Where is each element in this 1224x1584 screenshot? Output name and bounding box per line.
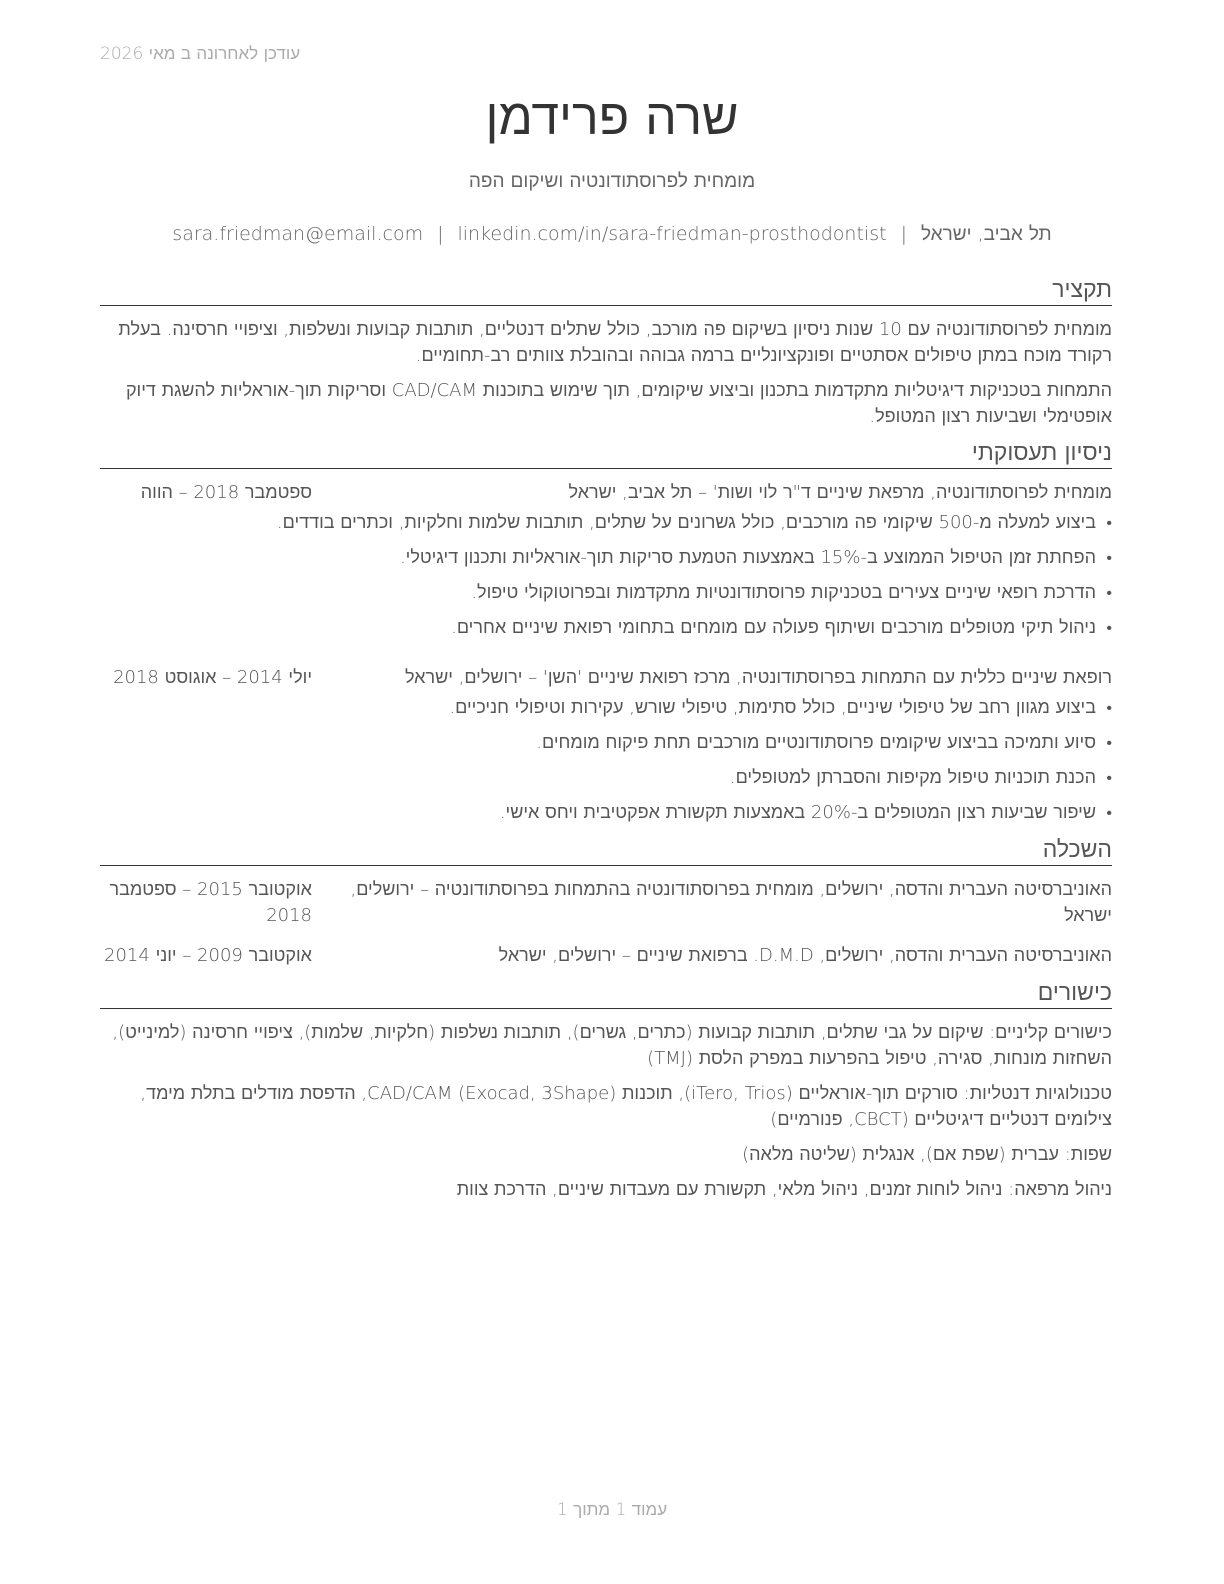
education-section [100, 836, 1112, 969]
experience-section [100, 439, 1112, 826]
bullet-icon: • [1106, 768, 1112, 787]
education-entry [100, 943, 1112, 969]
contact-separator: | [437, 223, 444, 245]
job-dates: יולי 2014 – אוגוסט 2018 [113, 667, 312, 688]
list-item: • שיפור שביעות רצון המטופלים ב-20% באמצעות תקשורת אפקטיבית ויחס אישי. [100, 800, 1112, 826]
education-heading: האוניברסיטה העברית והדסה, ירושלים, מומחית בפרוסתודונטיה בהתמחות בפרוסתודונטיה – ירושלים, ישראל [350, 879, 1112, 926]
job-header [100, 665, 1112, 691]
resume-body [100, 276, 1112, 1212]
bullet-icon: • [1106, 618, 1112, 637]
candidate-title: מומחית לפרוסתודונטיה ושיקום הפה [468, 170, 756, 192]
list-item: • הכנת תוכניות טיפול מקיפות והסברתן למטופלים. [100, 765, 1112, 791]
bullet-icon: • [1106, 803, 1112, 822]
job-bullets [100, 510, 1112, 641]
bullet-icon: • [1106, 548, 1112, 567]
education-heading: האוניברסיטה העברית והדסה, ירושלים, D.M.D. ברפואת שיניים – ירושלים, ישראל [498, 945, 1112, 966]
contact-email[interactable]: sara.friedman@email.com [172, 223, 424, 245]
job-entry [100, 665, 1112, 826]
job-heading: מומחית לפרוסתודונטיה, מרפאת שיניים ד"ר לוי ושות' – תל אביב, ישראל [568, 482, 1112, 503]
list-item: • הפחתת זמן הטיפול הממוצע ב-15% באמצעות הטמעת סריקות תוך-אוראליות ותכנון דיגיטלי. [100, 545, 1112, 571]
skill-item: כישורים קליניים: שיקום על גבי שתלים, תותבות קבועות (כתרים, גשרים), תותבות נשלפות (חלקיות, שלמות), ציפויי חרסינה (למינייט), השחזות מונחות, סגירה, טיפול בהפרעות במפרק הלסת (TMJ) [112, 1022, 1112, 1069]
section-title-summary: תקציר [100, 276, 1112, 306]
list-item: • ביצוע למעלה מ-500 שיקומי פה מורכבים, כולל גשרונים על שתלים, תותבות שלמות וחלקיות, וכתרים בודדים. [100, 510, 1112, 536]
contact-line [0, 223, 1224, 246]
bullet-icon: • [1106, 698, 1112, 717]
skill-item: טכנולוגיות דנטליות: סורקים תוך-אוראליים (iTero, Trios), תוכנות CAD/CAM (Exocad, 3Shape), הדפסת מודלים בתלת מימד, צילומים דנטליים דיגיטליים (CBCT, פנורמיים) [140, 1083, 1112, 1130]
list-item: • ניהול תיקי מטופלים מורכבים ושיתוף פעולה עם מומחים בתחומי רפואת שיניים אחרים. [100, 615, 1112, 641]
section-title-skills: כישורים [100, 979, 1112, 1009]
section-title-education: השכלה [100, 836, 1112, 866]
contact-linkedin[interactable]: linkedin.com/in/sara-friedman-prosthodontist [457, 223, 887, 245]
candidate-name: שרה פרידמן [485, 88, 739, 146]
education-header [100, 877, 1112, 929]
education-header [100, 943, 1112, 969]
summary-section [100, 276, 1112, 430]
page-number: עמוד 1 מתוך 1 [556, 1500, 668, 1520]
contact-separator: | [900, 223, 907, 245]
job-heading: רופאת שיניים כללית עם התמחות בפרוסתודונטיה, מרכז רפואת שיניים 'השן' – ירושלים, ישראל [404, 667, 1112, 688]
list-item: • סיוע ותמיכה בביצוע שיקומים פרוסתודונטיים מורכבים תחת פיקוח מומחים. [100, 730, 1112, 756]
bullet-icon: • [1106, 513, 1112, 532]
job-bullets [100, 695, 1112, 826]
summary-paragraph: התמחות בטכניקות דיגיטליות מתקדמות בתכנון וביצוע שיקומים, תוך שימוש בתוכנות CAD/CAM וסריקות תוך-אוראליות להשגת דיוק אופטימלי ושביעות רצון המטופל. [125, 380, 1112, 427]
bullet-icon: • [1106, 583, 1112, 602]
last-updated: עודכן לאחרונה ב מאי 2026 [100, 44, 301, 64]
skills-section [100, 979, 1112, 1203]
education-entry [100, 877, 1112, 929]
section-title-experience: ניסיון תעסוקתי [100, 439, 1112, 469]
list-item: • הדרכת רופאי שיניים צעירים בטכניקות פרוסתודונטיות מתקדמות ובפרוטוקולי טיפול. [100, 580, 1112, 606]
contact-location: תל אביב, ישראל [920, 223, 1052, 245]
bullet-icon: • [1106, 733, 1112, 752]
job-dates: ספטמבר 2018 – הווה [140, 482, 312, 503]
education-dates: אוקטובר 2015 – ספטמבר 2018 [109, 879, 312, 926]
job-header [100, 480, 1112, 506]
job-entry [100, 480, 1112, 641]
list-item: • ביצוע מגוון רחב של טיפולי שיניים, כולל סתימות, טיפולי שורש, עקירות וטיפולי חניכיים. [100, 695, 1112, 721]
education-dates: אוקטובר 2009 – יוני 2014 [104, 945, 312, 966]
skill-item: שפות: עברית (שפת אם), אנגלית (שליטה מלאה) [742, 1144, 1112, 1165]
summary-paragraph: מומחית לפרוסתודונטיה עם 10 שנות ניסיון בשיקום פה מורכב, כולל שתלים דנטליים, תותבות קבועות ונשלפות, וציפויי חרסינה. בעלת רקורד מוכח במתן טיפולים אסתטיים ופונקציונליים ברמה גבוהה ובהובלת צוותים רב-תחומיים. [118, 319, 1112, 366]
skill-item: ניהול מרפאה: ניהול לוחות זמנים, ניהול מלאי, תקשורת עם מעבדות שיניים, הדרכת צוות [456, 1179, 1112, 1200]
